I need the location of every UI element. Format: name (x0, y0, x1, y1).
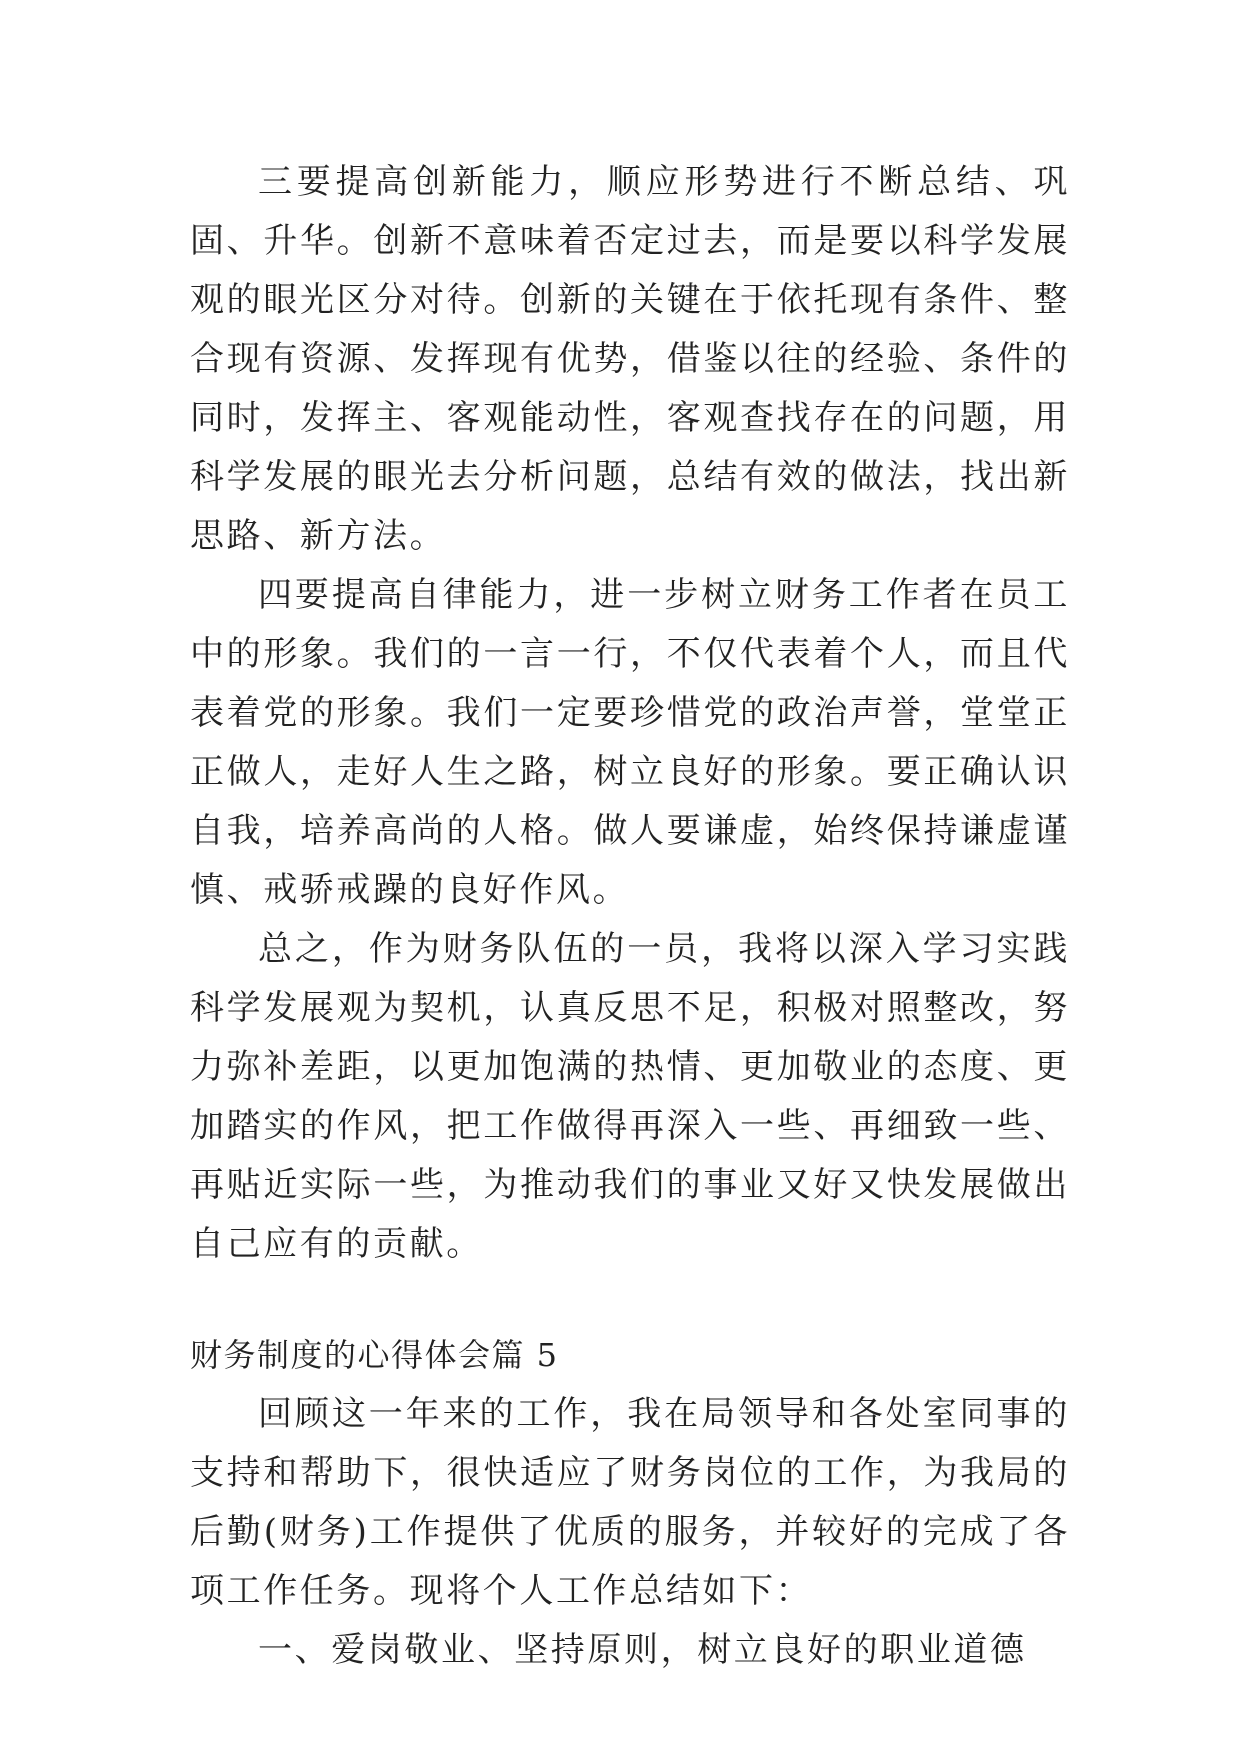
document-body (190, 153, 1070, 1680)
paragraph-review: 回顾这一年来的工作，我在局领导和各处室同事的支持和帮助下，很快适应了财务岗位的工作，为我局的后勤(财务)工作提供了优质的服务，并较好的完成了各项工作任务。现将个人工作总结如下： (190, 1394, 1070, 1611)
paragraph-innovation: 三要提高创新能力，顺应形势进行不断总结、巩固、升华。创新不意味着否定过去，而是要以科学发展观的眼光区分对待。创新的关键在于依托现有条件、整合现有资源、发挥现有优势，借鉴以往的经验、条件的同时，发挥主、客观能动性，客观查找存在的问题，用科学发展的眼光去分析问题，总结有效的做法，找出新思路、新方法。 (190, 162, 1070, 556)
paragraph-item-one: 一、爱岗敬业、坚持原则，树立良好的职业道德 (258, 1630, 1027, 1670)
section-title: 财务制度的心得体会篇 5 (190, 1336, 559, 1374)
paragraph-conclusion: 总之，作为财务队伍的一员，我将以深入学习实践科学发展观为契机，认真反思不足，积极对照整改，努力弥补差距，以更加饱满的热情、更加敬业的态度、更加踏实的作风，把工作做得再深入一些、再细致一些、再贴近实际一些，为推动我们的事业又好又快发展做出自己应有的贡献。 (190, 929, 1070, 1264)
paragraph-self-discipline: 四要提高自律能力，进一步树立财务工作者在员工中的形象。我们的一言一行，不仅代表着个人，而且代表着党的形象。我们一定要珍惜党的政治声誉，堂堂正正做人，走好人生之路，树立良好的形象。要正确认识自我，培养高尚的人格。做人要谦虚，始终保持谦虚谨慎、戒骄戒躁的良好作风。 (190, 575, 1070, 910)
